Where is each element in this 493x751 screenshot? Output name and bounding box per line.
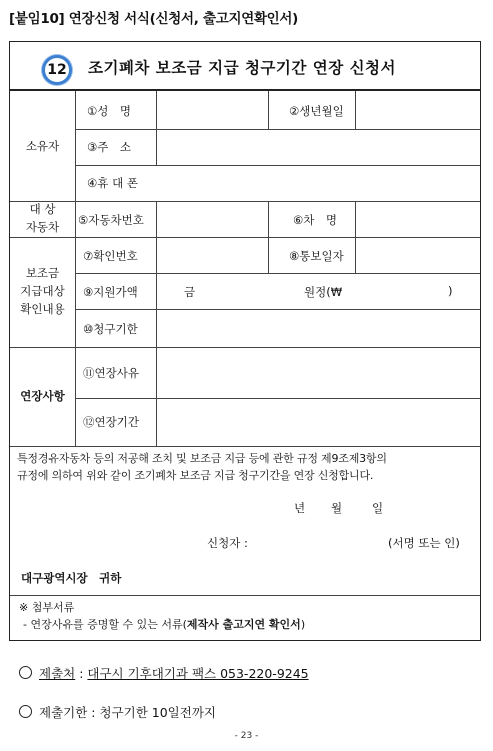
claim-deadline-label: ⑩청구기한 xyxy=(83,322,138,336)
attachments-item-bold: 제작사 출고지연 확인서 xyxy=(186,618,301,631)
amount-close-paren: ) xyxy=(448,284,453,298)
car-number-label: ⑤자동차번호 xyxy=(78,213,144,227)
deadline-label: 제출기한 xyxy=(39,705,88,720)
addressee: 대구광역시장 귀하 xyxy=(21,571,122,585)
extension-reason-label: ⑪연장사유 xyxy=(83,366,139,380)
name-label: ①성 명 xyxy=(87,104,132,118)
extension-period-field[interactable] xyxy=(160,400,476,444)
date-month: 월 xyxy=(331,501,343,515)
name-field[interactable] xyxy=(160,93,266,127)
extension-period-label: ⑫연장기간 xyxy=(83,415,139,429)
date-day: 일 xyxy=(372,501,384,515)
vehicle-group-line2: 자동차 xyxy=(25,220,60,234)
car-number-field[interactable] xyxy=(160,203,266,235)
subsidy-group-line2: 지급대상 xyxy=(20,284,65,298)
form-number-badge: 12 xyxy=(42,55,72,85)
submit-to-label: 제출처 xyxy=(39,666,76,681)
circle-bullet-icon xyxy=(19,705,32,718)
date-year: 년 xyxy=(294,501,306,515)
amount-prefix: 금 xyxy=(184,285,196,299)
attachments-item xyxy=(23,616,305,632)
vehicle-group-label xyxy=(10,200,75,236)
notice-date-label: ⑧통보일자 xyxy=(289,249,344,263)
phone-label: ④휴 대 폰 xyxy=(87,176,138,190)
notice-date-field[interactable] xyxy=(359,239,477,271)
address-field[interactable] xyxy=(160,131,476,163)
form-title-row xyxy=(10,42,480,91)
subsidy-group-label xyxy=(10,264,75,318)
confirm-number-field[interactable] xyxy=(160,239,266,271)
page-number: - 23 - xyxy=(234,731,259,741)
subsidy-group-line1: 보조금 xyxy=(25,266,60,280)
statement-line-1: 특정경유자동차 등의 저공해 조치 및 보조금 지급 등에 관한 규정 제9조제3항의 xyxy=(17,452,387,465)
car-name-field[interactable] xyxy=(359,203,477,235)
claim-deadline-field[interactable] xyxy=(160,311,476,345)
form-title: 조기폐차 보조금 지급 청구기간 연장 신청서 xyxy=(88,59,396,77)
application-form xyxy=(9,41,481,641)
amount-won-label: 원정(₩ xyxy=(304,285,343,299)
birthdate-label: ②생년월일 xyxy=(289,104,344,118)
attachments-item-prefix: - 연장사유를 증명할 수 있는 서류( xyxy=(23,618,187,631)
signature-label: (서명 또는 인) xyxy=(388,536,460,550)
attachments-title: ※ 첨부서류 xyxy=(19,601,75,614)
submit-to-value: 대구시 기후대기과 팩스 053-220-9245 xyxy=(87,666,309,681)
support-amount-label: ⑨지원가액 xyxy=(83,285,138,299)
phone-field[interactable] xyxy=(160,167,476,199)
deadline-value: 청구기한 10일전까지 xyxy=(99,705,216,720)
subsidy-group-line3: 확인내용 xyxy=(20,302,65,316)
extension-reason-field[interactable] xyxy=(160,349,476,396)
circle-bullet-icon xyxy=(19,666,32,679)
submit-to-line: 제출처 : 대구시 기후대기과 팩스 053-220-9245 xyxy=(19,664,309,682)
car-name-label: ⑥차 명 xyxy=(293,213,338,227)
vehicle-group-line1: 대 상 xyxy=(29,202,56,216)
birthdate-field[interactable] xyxy=(359,93,477,127)
owner-group-label: 소유자 xyxy=(25,139,60,153)
deadline-line: 제출기한 : 청구기한 10일전까지 xyxy=(19,703,216,721)
address-label: ③주 소 xyxy=(87,140,132,154)
document-header: [붙임10] 연장신청 서식(신청서, 출고지연확인서) xyxy=(9,11,299,27)
statement-line-2: 규정에 의하여 위와 같이 조기폐차 보조금 지급 청구기간을 연장 신청합니다. xyxy=(17,469,374,482)
applicant-label: 신청자 : xyxy=(207,536,248,550)
extension-group-label: 연장사항 xyxy=(20,389,65,403)
attachments-item-suffix: ) xyxy=(300,618,306,631)
confirm-number-label: ⑦확인번호 xyxy=(83,249,138,263)
